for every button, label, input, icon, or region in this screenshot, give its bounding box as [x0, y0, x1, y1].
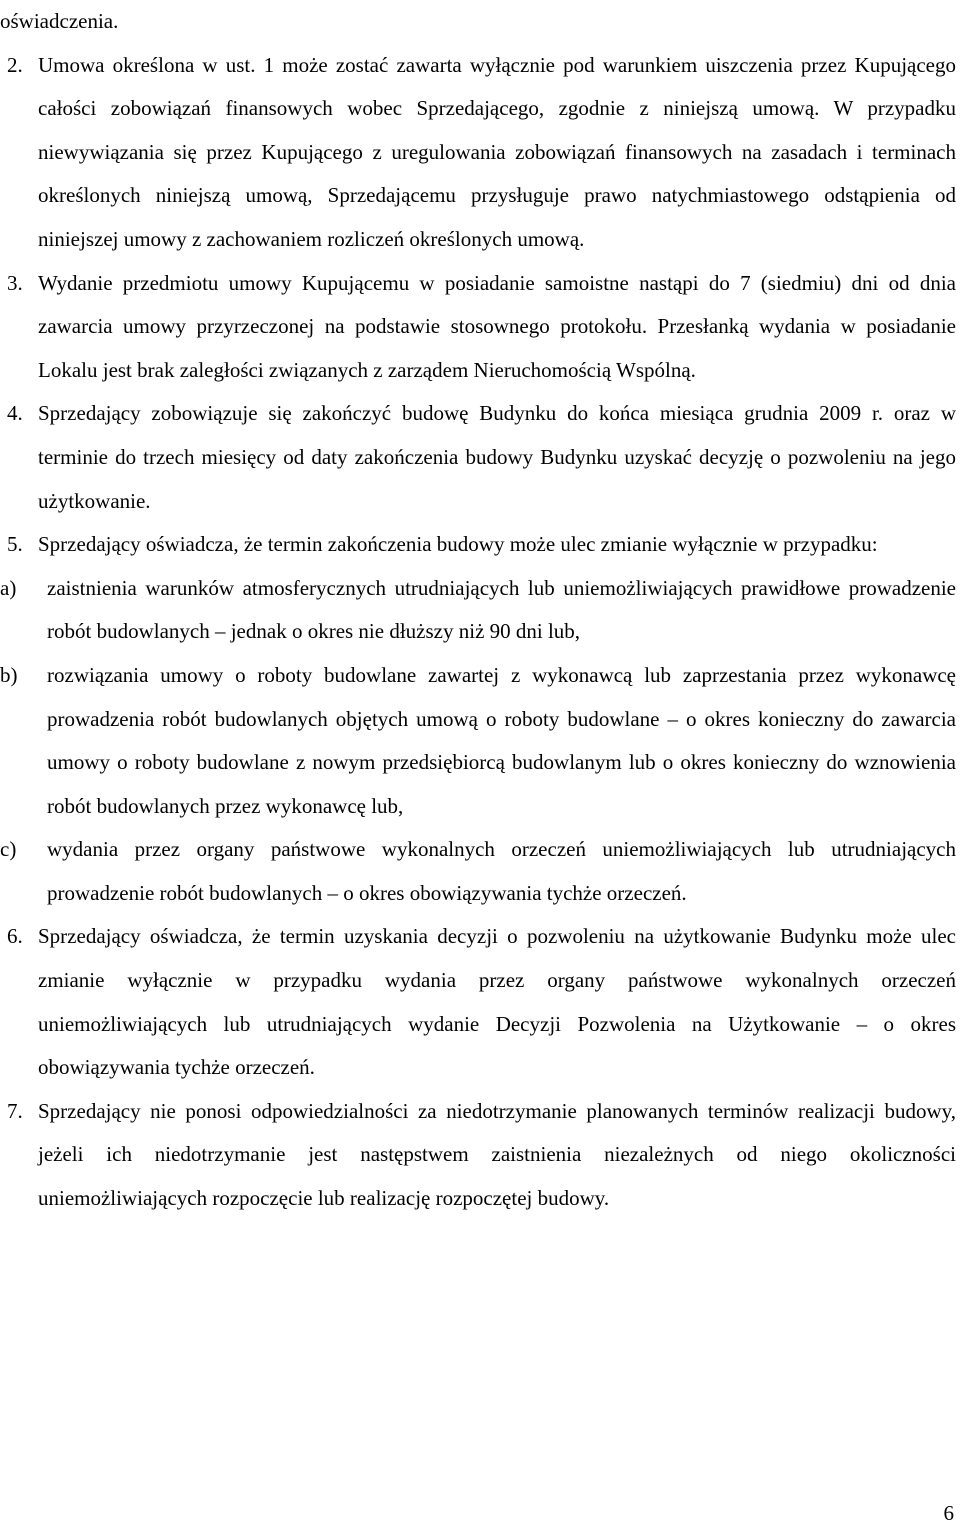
item-letter: c) — [0, 837, 17, 862]
section-text: Sprzedający nie ponosi odpowiedzialności za niedotrzymanie planowanych terminów realizacji budowy, jeżeli ich niedotrzymanie jest następstwem zaistnienia niezależnych od niego okoliczności uniemożliwiających rozpoczęcie lub realizację rozpoczętej budowy. — [38, 1098, 956, 1211]
section-number: 6. — [7, 924, 23, 949]
section-number: 4. — [7, 401, 23, 426]
section-5-item-a — [0, 567, 956, 654]
section-number: 5. — [7, 532, 23, 557]
section-5-item-b — [0, 654, 956, 828]
intro-line — [0, 0, 956, 44]
section-2 — [7, 44, 956, 262]
section-number: 7. — [7, 1098, 23, 1123]
intro-text: oświadczenia. — [0, 9, 119, 33]
section-number: 2. — [7, 52, 23, 77]
section-number: 3. — [7, 270, 23, 295]
section-text: Sprzedający oświadcza, że termin uzyskania decyzji o pozwoleniu na użytkowanie Budynku może ulec zmianie wyłącznie w przypadku wydania przez organy państwowe wykonalnych orzeczeń uniemożliwiających lub utrudniających wydanie Decyzji Pozwolenia na Użytkowanie – o okres obowiązywania tychże orzeczeń. — [38, 924, 956, 1080]
section-7 — [7, 1090, 956, 1221]
item-text: zaistnienia warunków atmosferycznych utrudniających lub uniemożliwiających prawidłowe prowadzenie robót budowlanych – jednak o okres nie dłuższy niż 90 dni lub, — [47, 575, 956, 644]
item-letter: a) — [0, 575, 17, 600]
section-text: Umowa określona w ust. 1 może zostać zawarta wyłącznie pod warunkiem uiszczenia przez Kupującego całości zobowiązań finansowych wobec Sprzedającego, zgodnie z niniejszą umową. W przypadku niewywiązania się przez Kupującego z uregulowania zobowiązań finansowych na zasadach i terminach określonych niniejszą umową, Sprzedającemu przysługuje prawo natychmiastowego odstąpienia od niniejszej umowy z zachowaniem rozliczeń określonych umową. — [38, 52, 956, 251]
section-4 — [7, 392, 956, 523]
page-number: 6 — [943, 1501, 954, 1525]
section-6 — [7, 915, 956, 1089]
item-text: wydania przez organy państwowe wykonalnych orzeczeń uniemożliwiających lub utrudniających prowadzenie robót budowlanych – o okres obowiązywania tychże orzeczeń. — [47, 837, 956, 905]
item-letter: b) — [0, 662, 18, 687]
item-text: rozwiązania umowy o roboty budowlane zawartej z wykonawcą lub zaprzestania przez wykonawcę prowadzenia robót budowlanych objętych umową o roboty budowlane – o okres konieczny do zawarcia umowy o roboty budowlane z nowym przedsiębiorcą budowlanym lub o okres konieczny do wznowienia robót budowlanych przez wykonawcę lub, — [47, 662, 956, 818]
section-5 — [7, 523, 956, 567]
section-3 — [7, 262, 956, 393]
section-text: Sprzedający oświadcza, że termin zakończenia budowy może ulec zmianie wyłącznie w przypadku: — [38, 532, 878, 557]
section-text: Wydanie przedmiotu umowy Kupującemu w posiadanie samoistne nastąpi do 7 (siedmiu) dni od dnia zawarcia umowy przyrzeczonej na podstawie stosownego protokołu. Przesłanką wydania w posiadanie Lokalu jest brak zaległości związanych z zarządem Nieruchomością Wspólną. — [38, 270, 956, 382]
section-text: Sprzedający zobowiązuje się zakończyć budowę Budynku do końca miesiąca grudnia 2009 r. oraz w terminie do trzech miesięcy od daty zakończenia budowy Budynku uzyskać decyzję o pozwoleniu na jego użytkowanie. — [38, 401, 956, 513]
section-5-item-c — [0, 828, 956, 915]
